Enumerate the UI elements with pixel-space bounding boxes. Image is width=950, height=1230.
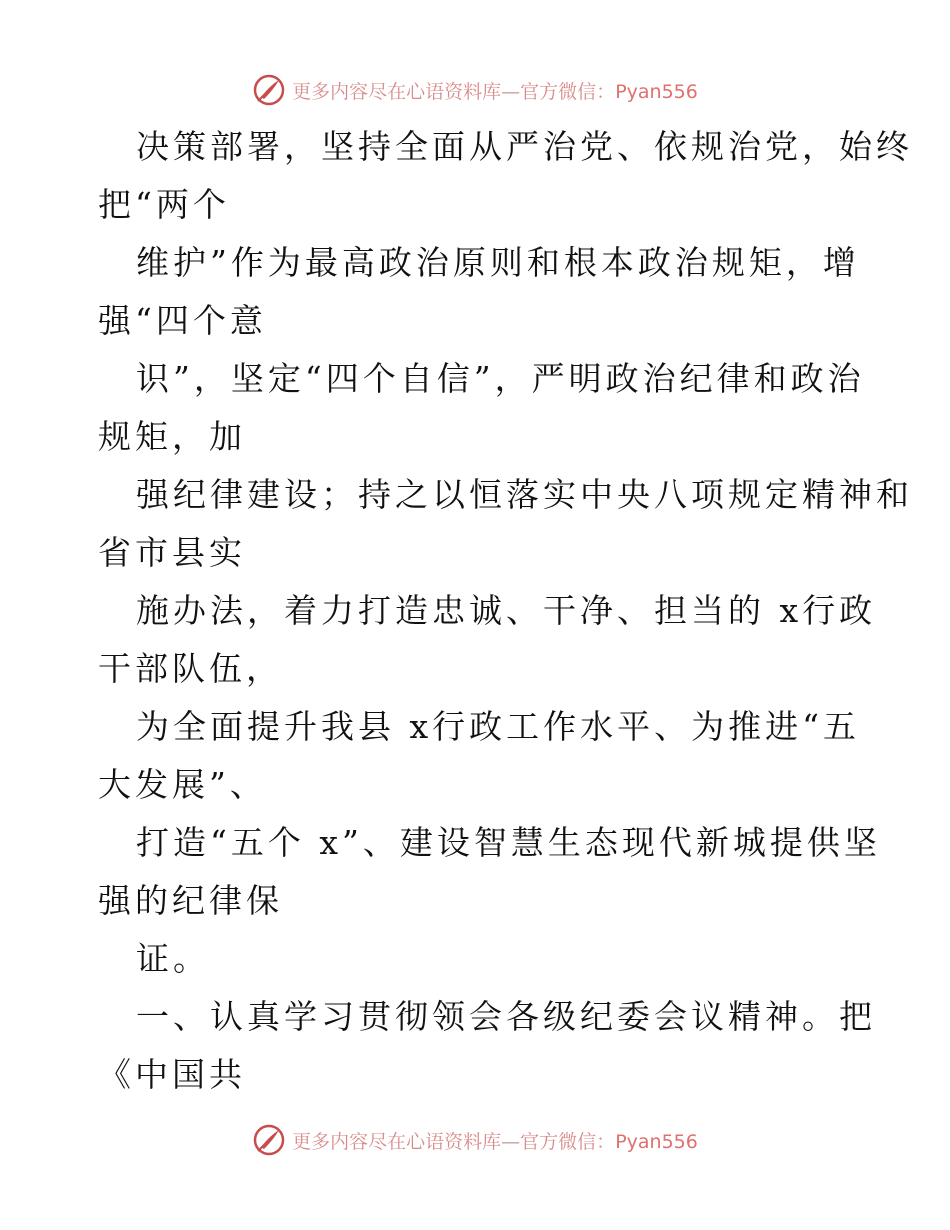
watermark-text <box>292 1127 698 1154</box>
quill-logo-icon <box>252 73 286 107</box>
watermark-suffix: 官方微信： <box>520 80 616 103</box>
text-line: 决策部署，坚持全面从严治党、依规治党，始终 <box>136 127 913 166</box>
watermark-suffix: 官方微信： <box>520 1130 616 1153</box>
watermark-separator: — <box>501 80 521 103</box>
text-line: 把“两个 <box>98 185 230 224</box>
text-line: 为全面提升我县 x行政工作水平、为推进“五 <box>136 707 860 746</box>
text-line: 施办法，着力打造忠诚、干净、担当的 x行政 <box>136 591 877 630</box>
text-line: 维护”作为最高政治原则和根本政治规矩，增 <box>136 243 860 282</box>
watermark-main: 更多内容尽在心语资料库 <box>292 1130 502 1153</box>
text-line: 强的纪律保 <box>98 881 283 920</box>
watermark-account: Pyan556 <box>615 80 698 103</box>
text-line: 证。 <box>136 939 210 978</box>
quill-logo-icon <box>252 1123 286 1157</box>
text-line: 识”，坚定“四个自信”，严明政治纪律和政治 <box>136 359 865 398</box>
watermark-main: 更多内容尽在心语资料库 <box>292 80 502 103</box>
text-line: 打造“五个 x”、建设智慧生态现代新城提供坚 <box>136 823 881 862</box>
text-line: 一、认真学习贯彻领会各级纪委会议精神。把 <box>136 997 876 1036</box>
text-line: 强纪律建设；持之以恒落实中央八项规定精神和 <box>136 475 913 514</box>
text-line: 《中国共 <box>98 1055 246 1094</box>
text-line: 规矩，加 <box>98 417 246 456</box>
text-line: 大发展”、 <box>98 765 267 804</box>
text-line: 省市县实 <box>98 533 246 572</box>
footer-watermark <box>0 1120 950 1160</box>
watermark-separator: — <box>501 1130 521 1153</box>
text-line: 干部队伍， <box>98 649 283 688</box>
watermark-account: Pyan556 <box>615 1130 698 1153</box>
watermark-text <box>292 77 698 104</box>
text-line: 强“四个意 <box>98 301 267 340</box>
header-watermark <box>0 70 950 110</box>
